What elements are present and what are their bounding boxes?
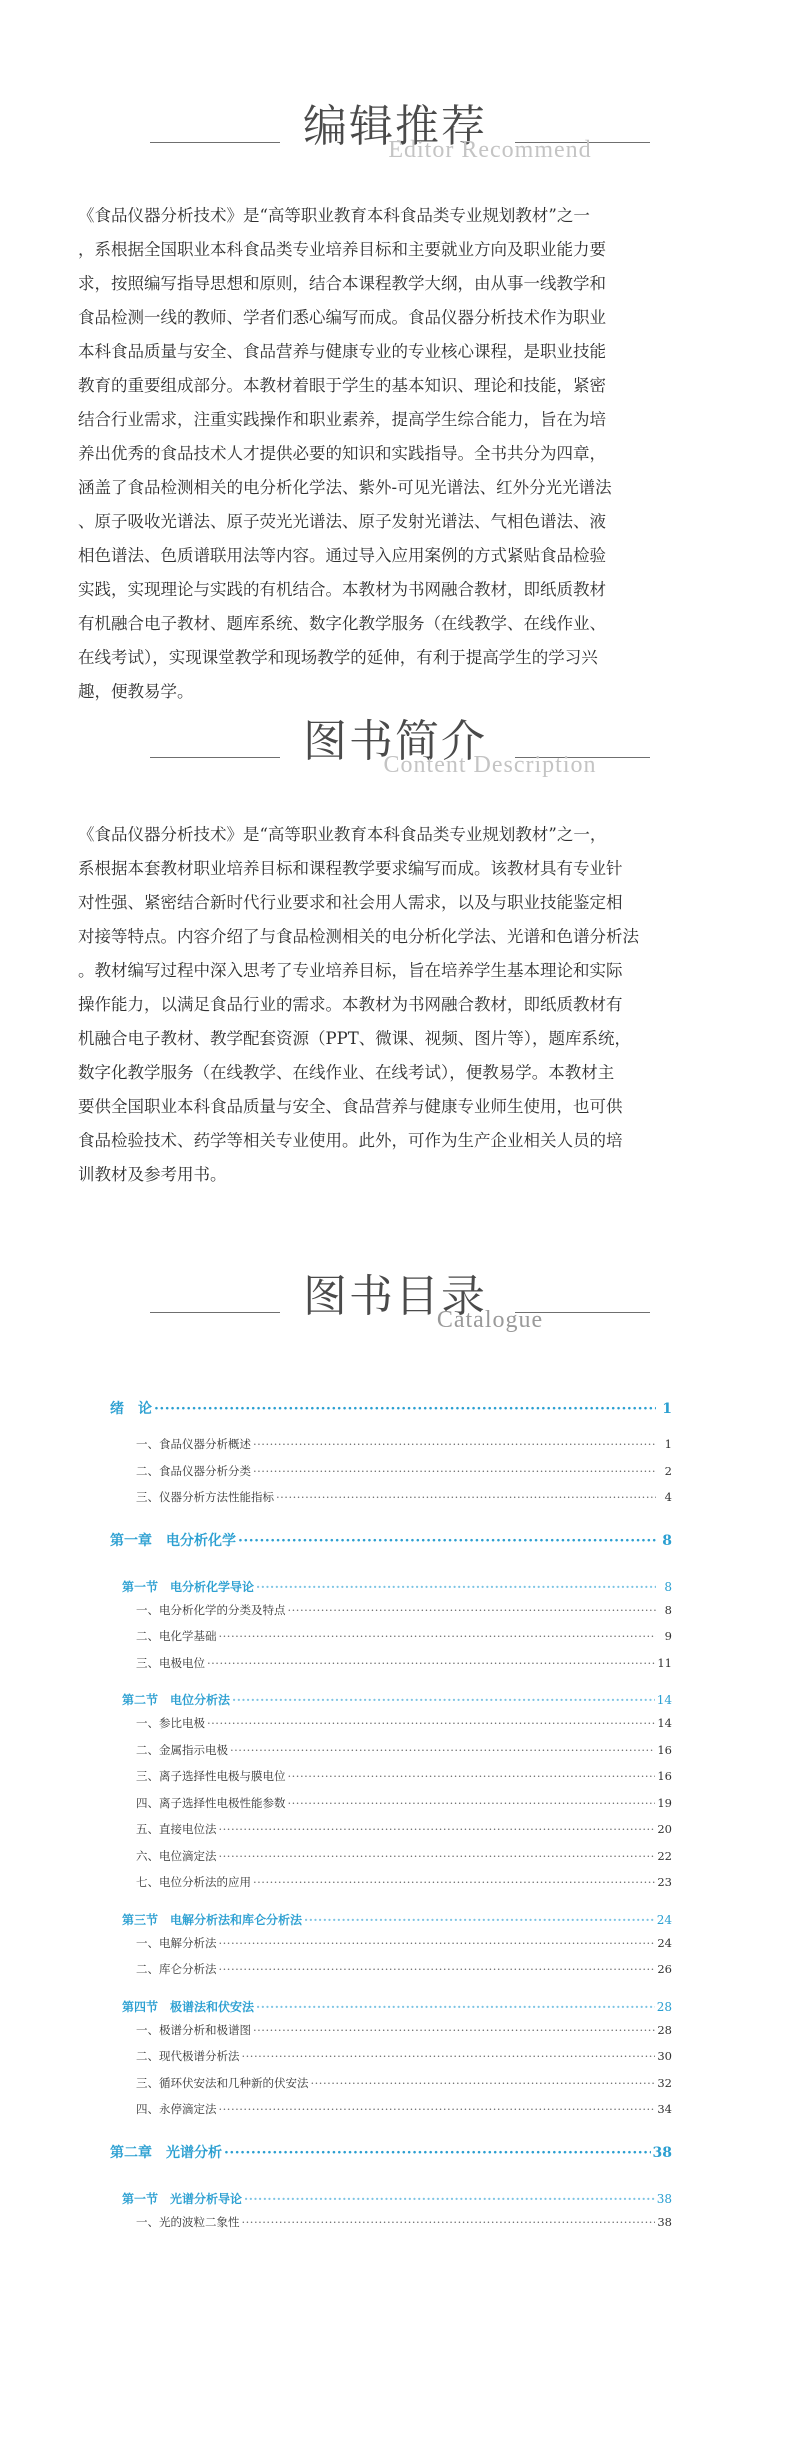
toc-chapter[interactable]	[110, 1398, 672, 1418]
dot-leader	[288, 1769, 656, 1783]
toc-title: 第一节 光谱分析导论	[122, 2191, 243, 2206]
text-line: 教育的重要组成部分。本教材着眼于学生的基本知识、理论和技能，紧密	[78, 376, 606, 395]
text-line: 《食品仪器分析技术》是“高等职业教育本科食品类专业规划教材”之一，	[78, 825, 607, 844]
toc-item[interactable]	[136, 2214, 672, 2230]
toc-title: 一、食品仪器分析概述	[136, 1437, 251, 1451]
toc-page-number: 16	[657, 1769, 672, 1783]
toc-item[interactable]	[136, 1961, 672, 1977]
text-line: 机融合电子教材、教学配套资源（PPT、微课、视频、图片等），题库系统，	[78, 1029, 631, 1048]
content-description-header	[0, 705, 790, 815]
toc-title: 二、电化学基础	[136, 1629, 217, 1643]
dot-leader	[311, 2076, 656, 2090]
text-line: 数字化教学服务（在线教学、在线作业、在线考试），便教易学。本教材主	[78, 1063, 615, 1082]
toc-item[interactable]	[136, 1795, 672, 1811]
toc-item[interactable]	[136, 2101, 672, 2117]
toc-item[interactable]	[136, 2022, 672, 2038]
toc-item[interactable]	[136, 1821, 672, 1837]
toc-section[interactable]	[122, 2190, 672, 2207]
dot-leader	[238, 1533, 656, 1549]
text-line: 结合行业需求，注重实践操作和职业素养，提高学生综合能力，旨在为培	[78, 410, 606, 429]
toc-page-number: 2	[664, 1463, 672, 1478]
dot-leader	[256, 2000, 655, 2014]
toc-title: 一、电解分析法	[136, 1935, 217, 1950]
text-line: 在线考试），实现课堂教学和现场教学的延伸，有利于提高学生的学习兴	[78, 648, 598, 667]
text-line: 《食品仪器分析技术》是“高等职业教育本科食品类专业规划教材”之一	[78, 206, 590, 225]
section-title: 编辑推荐	[303, 101, 487, 152]
toc-item[interactable]	[136, 1935, 672, 1951]
dot-leader	[219, 2102, 656, 2116]
toc-page-number: 1	[664, 1437, 672, 1451]
toc-chapter[interactable]	[110, 2142, 672, 2162]
toc-page-number: 38	[656, 2191, 672, 2206]
toc-page-number: 28	[656, 1999, 672, 2014]
toc-page-number: 22	[657, 1848, 672, 1863]
toc-title: 二、金属指示电极	[136, 1742, 228, 1757]
dot-leader	[219, 1822, 656, 1836]
toc-title: 三、电极电位	[136, 1655, 205, 1670]
toc-page-number: 34	[657, 2102, 672, 2116]
editor-recommend-text	[78, 199, 714, 709]
section-subtitle: Content Description	[383, 752, 597, 778]
toc-item[interactable]	[136, 1602, 672, 1618]
dot-leader	[219, 1962, 656, 1976]
text-line: 有机融合电子教材、题库系统、数字化教学服务（在线教学、在线作业、	[78, 614, 606, 633]
dot-leader	[253, 2023, 655, 2037]
toc-page-number: 23	[657, 1875, 672, 1889]
text-line: 食品检测一线的教师、学者们悉心编写而成。食品仪器分析技术作为职业	[78, 308, 606, 327]
toc-item[interactable]	[136, 1463, 672, 1479]
dot-leader	[232, 1693, 655, 1707]
toc-title: 二、库仑分析法	[136, 1962, 217, 1976]
dot-leader	[219, 1936, 656, 1950]
dot-leader	[253, 1875, 655, 1889]
toc-page-number: 24	[656, 1912, 672, 1927]
toc-item[interactable]	[136, 1628, 672, 1644]
toc-title: 第一章 电分析化学	[110, 1532, 236, 1549]
toc-title: 第一节 电分析化学导论	[122, 1579, 255, 1594]
toc-page-number: 11	[657, 1655, 672, 1670]
toc-title: 绪 论	[110, 1401, 152, 1417]
text-line: 涵盖了食品检测相关的电分析化学法、紫外-可见光谱法、红外分光光谱法	[78, 478, 612, 497]
toc-page-number: 8	[664, 1602, 672, 1617]
toc-title: 第四节 极谱法和伏安法	[122, 1999, 255, 2014]
toc-title: 三、离子选择性电极与膜电位	[136, 1769, 286, 1783]
toc-item[interactable]	[136, 1768, 672, 1784]
toc-title: 一、电分析化学的分类及特点	[136, 1602, 286, 1617]
section-subtitle: Editor Recommend	[388, 137, 592, 163]
dot-leader	[230, 1743, 655, 1757]
dot-leader	[219, 1849, 656, 1863]
dot-leader	[154, 1401, 656, 1417]
section-subtitle: Catalogue	[436, 1307, 544, 1333]
toc-title: 七、电位分析法的应用	[136, 1875, 251, 1889]
toc-page-number: 28	[657, 2022, 672, 2037]
dot-leader	[253, 1437, 656, 1451]
toc-title: 二、食品仪器分析分类	[136, 1463, 251, 1478]
toc-title: 六、电位滴定法	[136, 1848, 217, 1863]
text-line: 对接等特点。内容介绍了与食品检测相关的电分析化学法、光谱和色谱分析法	[78, 927, 639, 946]
text-line: 训教材及参考用书。	[78, 1165, 227, 1184]
toc-title: 第三节 电解分析法和库仑分析法	[122, 1912, 303, 1927]
dot-leader	[242, 2049, 656, 2063]
toc-item[interactable]	[136, 1874, 672, 1890]
dot-leader	[256, 1580, 656, 1594]
toc-item[interactable]	[136, 1436, 672, 1452]
dot-leader	[253, 1464, 656, 1478]
text-line: 食品检验技术、药学等相关专业使用。此外，可作为生产企业相关人员的培	[78, 1131, 623, 1150]
toc-page-number: 14	[656, 1693, 672, 1707]
toc-title: 第二节 电位分析法	[122, 1693, 231, 1707]
toc-title: 三、仪器分析方法性能指标	[136, 1490, 274, 1504]
toc-page-number: 24	[657, 1935, 672, 1950]
toc-chapter[interactable]	[110, 1530, 672, 1550]
toc-item[interactable]	[136, 1489, 672, 1505]
toc-title: 四、永停滴定法	[136, 2102, 217, 2116]
toc-title: 一、极谱分析和极谱图	[136, 2022, 251, 2037]
toc-page-number: 1	[662, 1401, 672, 1417]
toc-section[interactable]	[122, 1911, 672, 1928]
toc-title: 一、参比电极	[136, 1716, 205, 1730]
content-description-text	[78, 818, 714, 1192]
toc-page-number: 38	[652, 2144, 672, 2161]
toc-page-number: 19	[657, 1795, 672, 1810]
toc-item[interactable]	[136, 1848, 672, 1864]
toc-item[interactable]	[136, 2075, 672, 2091]
catalogue-header	[0, 1260, 790, 1370]
text-line: 对性强、紧密结合新时代行业要求和社会用人需求，以及与职业技能鉴定相	[78, 893, 623, 912]
text-line: 趣，便教易学。	[78, 682, 194, 701]
text-line: 实践，实现理论与实践的有机结合。本教材为书网融合教材，即纸质教材	[78, 580, 606, 599]
text-line: 系根据本套教材职业培养目标和课程教学要求编写而成。该教材具有专业针	[78, 859, 623, 878]
toc-item[interactable]	[136, 2048, 672, 2064]
dot-leader	[288, 1603, 657, 1617]
toc-item[interactable]	[136, 1655, 672, 1671]
toc-title: 二、现代极谱分析法	[136, 2049, 240, 2063]
toc-page-number: 14	[657, 1716, 672, 1730]
toc-page-number: 8	[662, 1532, 672, 1549]
text-line: ，系根据全国职业本科食品类专业培养目标和主要就业方向及职业能力要	[78, 240, 606, 259]
dot-leader	[304, 1913, 655, 1927]
toc-section[interactable]	[122, 1578, 672, 1595]
dot-leader	[207, 1656, 655, 1670]
toc-page-number: 38	[657, 2214, 672, 2229]
text-line: 、原子吸收光谱法、原子荧光光谱法、原子发射光谱法、气相色谱法、液	[78, 512, 606, 531]
dot-leader	[276, 1490, 656, 1504]
toc-title: 三、循环伏安法和几种新的伏安法	[136, 2075, 309, 2090]
editor-recommend-header	[0, 90, 790, 200]
toc-title: 一、光的波粒二象性	[136, 2214, 240, 2229]
toc-section[interactable]	[122, 1691, 672, 1708]
toc-item[interactable]	[136, 1742, 672, 1758]
toc-page-number: 4	[664, 1490, 672, 1504]
toc-page-number: 8	[664, 1579, 672, 1594]
text-line: 本科食品质量与安全、食品营养与健康专业的专业核心课程，是职业技能	[78, 342, 606, 361]
toc-page-number: 32	[657, 2075, 672, 2090]
dot-leader	[219, 1629, 657, 1643]
toc-page-number: 20	[657, 1822, 672, 1836]
toc-title: 第二章 光谱分析	[110, 2144, 222, 2161]
toc-page-number: 26	[657, 1962, 672, 1976]
text-line: 。教材编写过程中深入思考了专业培养目标，旨在培养学生基本理论和实际	[78, 961, 623, 980]
toc-title: 四、离子选择性电极性能参数	[136, 1795, 286, 1810]
toc-item[interactable]	[136, 1715, 672, 1731]
dot-leader	[288, 1796, 656, 1810]
text-line: 相色谱法、色质谱联用法等内容。通过导入应用案例的方式紧贴食品检验	[78, 546, 606, 565]
section-title: 图书目录	[303, 1271, 487, 1322]
text-line: 操作能力，以满足食品行业的需求。本教材为书网融合教材，即纸质教材有	[78, 995, 623, 1014]
toc-page-number: 30	[657, 2049, 672, 2063]
toc-section[interactable]	[122, 1998, 672, 2015]
text-line: 养出优秀的食品技术人才提供必要的知识和实践指导。全书共分为四章，	[78, 444, 606, 463]
dot-leader	[207, 1716, 655, 1730]
dot-leader	[244, 2192, 655, 2206]
section-title: 图书简介	[303, 716, 487, 767]
dot-leader	[242, 2215, 656, 2229]
toc-page-number: 9	[664, 1629, 672, 1643]
text-line: 要供全国职业本科食品质量与安全、食品营养与健康专业师生使用，也可供	[78, 1097, 623, 1116]
toc-title: 五、直接电位法	[136, 1822, 217, 1836]
toc-page-number: 16	[657, 1742, 672, 1757]
text-line: 求，按照编写指导思想和原则，结合本课程教学大纲，由从事一线教学和	[78, 274, 606, 293]
dot-leader	[224, 2145, 651, 2161]
